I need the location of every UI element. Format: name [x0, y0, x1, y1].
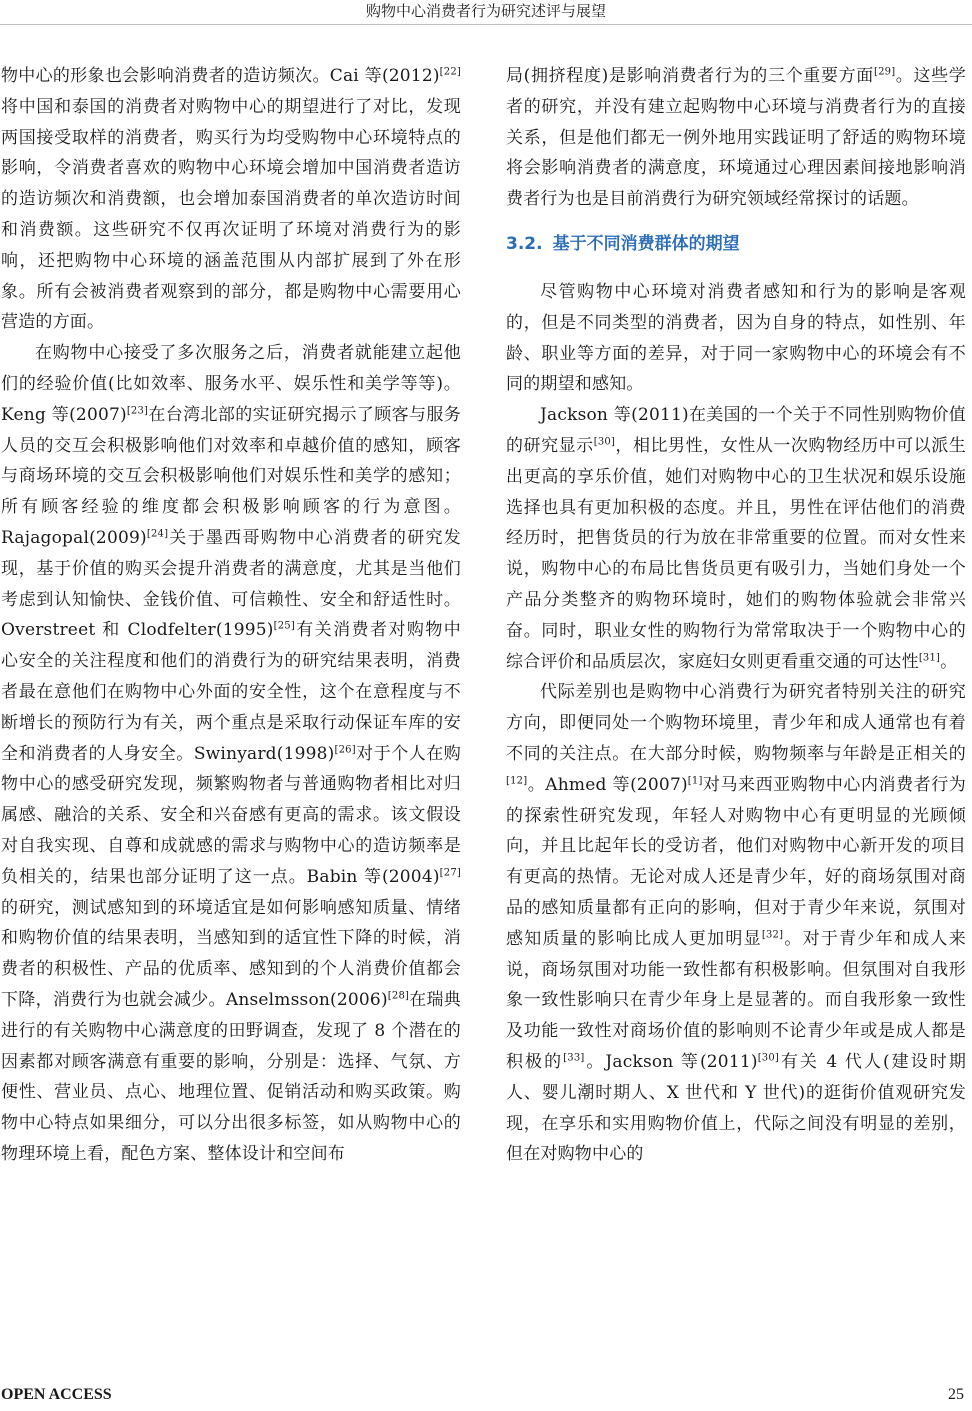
running-header: 购物中心消费者行为研究述评与展望 [365, 2, 606, 20]
text-run: 有关消费者对购物中心安全的关注程度和他们的消费行为的研究结果表明，消费者最在意他们在购物中心外面的安全性，这个在意程度与不断增长的预防行为有关，两个重点是采取行动保证车库的安全和消费者的人身安全。Swinyard(1998) [1, 620, 461, 764]
citation-ref: [32] [761, 929, 784, 941]
page-number: 25 [948, 1386, 964, 1403]
header-divider [0, 24, 972, 25]
text-run: 对马来西亚购物中心内消费者行为的探索性研究发现，年轻人对购物中心有更明显的光顾倾向，并且比起年长的受访者，他们对购物中心新开发的项目有更高的热情。无论对成人还是青少年，好的商场氛围对商品的感知质量都有正向的影响，但对于青少年来说，氛围对感知质量的影响比成人更加明显 [506, 774, 966, 949]
text-run: 。Jackson 等(2011) [584, 1051, 758, 1072]
section-title: 基于不同消费群体的期望 [552, 233, 740, 254]
text-run: 对于个人在购物中心的感受研究发现，频繁购物者与普通购物者相比对归属感、融洽的关系、安全和兴奋感有更高的需求。该文假设对自我实现、自尊和成就感的需求与购物中心的造访频率是负相关的，结果也部分证明了这一点。Babin 等(2004) [1, 743, 462, 887]
section-number: 3.2. [506, 233, 543, 254]
citation-ref: [23] [126, 405, 149, 417]
citation-ref: [24] [146, 528, 169, 540]
left-column [1, 61, 461, 1170]
text-run: Jackson 等(2011)在美国的一个关于不同性别购物价值的研究显示 [506, 405, 966, 456]
citation-ref: [29] [873, 66, 896, 78]
text-run: ，相比男性，女性从一次购物经历中可以派生出更高的享乐价值，她们对购物中心的卫生状况和娱乐设施选择也具有更加积极的态度。并且，男性在评估他们的消费经历时，把售货员的行为放在非常重要的位置。而对女性来说，购物中心的布局比售货员更有吸引力，当她们身处一个产品分类整齐的购物环境时，她们的购物体验就会非常兴奋。同时，职业女性的购物行为常常取决于一个购物中心的综合评价和品质层次，家庭妇女则更看重交通的可达性 [506, 435, 966, 672]
text-run: 局(拥挤程度)是影响消费者行为的三个重要方面 [506, 66, 874, 86]
citation-ref: [30] [757, 1052, 780, 1064]
citation-ref: [31] [918, 651, 941, 663]
citation-ref: [22] [439, 66, 461, 78]
citation-ref: [27] [439, 867, 461, 879]
text-run: 。 [940, 651, 958, 672]
citation-ref: [1] [687, 775, 703, 787]
citation-ref: [30] [593, 436, 616, 448]
citation-ref: [26] [334, 743, 356, 755]
text-run: 关于墨西哥购物中心消费者的研究发现，基于价值的购买会提升消费者的满意度，尤其是当他们考虑到认知愉快、金钱价值、可信赖性、安全和舒适性时。Overstreet 和 Clodfelter(1995) [1, 527, 461, 641]
paragraph-right-2 [506, 277, 966, 400]
text-run: 。Ahmed 等(2007) [527, 774, 688, 795]
text-run: 代际差别也是购物中心消费行为研究者特别关注的研究方向，即便同处一个购物环境里，青少年和成人通常也有着不同的关注点。在大部分时候，购物频率与年龄是正相关的 [506, 682, 966, 764]
paragraph-right-3 [506, 400, 966, 677]
text-run: 。对于青少年和成人来说，商场氛围对功能一致性都有积极影响。但氛围对自我形象一致性影响只在青少年身上是显著的。而自我形象一致性及功能一致性对商场价值的影响则不论青少年或是成人都是积极的 [506, 928, 966, 1072]
text-run: 将中国和泰国的消费者对购物中心的期望进行了对比，发现两国接受取样的消费者，购买行为均受购物中心环境特点的影响，令消费者喜欢的购物中心环境会增加中国消费者造访的造访频次和消费额，也会增加泰国消费者的单次造访时间和消费额。这些研究不仅再次证明了环境对消费行为的影响，还把购物中心环境的涵盖范围从内部扩展到了外在形象。所有会被消费者观察到的部分，都是购物中心需要用心营造的方面。 [1, 96, 461, 333]
text-run: 在台湾北部的实证研究揭示了顾客与服务人员的交互会积极影响他们对效率和卓越价值的感知，顾客与商场环境的交互会积极影响他们对娱乐性和美学的感知；所有顾客经验的维度都会积极影响顾客的行为意图。Rajagopal(2009) [1, 404, 461, 548]
right-column [506, 61, 966, 1170]
paragraph-right-4 [506, 677, 966, 1170]
paragraph-left-2 [1, 338, 461, 1170]
text-run: 尽管购物中心环境对消费者感知和行为的影响是客观的，但是不同类型的消费者，因为自身的特点，如性别、年龄、职业等方面的差异，对于同一家购物中心的环境会有不同的期望和感知。 [506, 281, 966, 395]
citation-ref: [25] [273, 620, 295, 632]
paragraph-right-1 [506, 61, 966, 215]
text-run: 在瑞典进行的有关购物中心满意度的田野调查，发现了 8 个潜在的因素都对顾客满意有重要的影响，分别是：选择、气氛、方便性、营业员、点心、地理位置、促销活动和购买政策。购物中心特点如果细分，可以分出很多标签，如从购物中心的物理环境上看，配色方案、整体设计和空间布 [1, 989, 461, 1164]
text-run: 。这些学者的研究，并没有建立起购物中心环境与消费者行为的直接关系，但是他们都无一例外地用实践证明了舒适的购物环境将会影响消费者的满意度，环境通过心理因素间接地影响消费者行为也是目前消费行为研究领域经常探讨的话题。 [506, 66, 966, 210]
text-run: 的研究，测试感知到的环境适宜是如何影响感知质量、情绪和购物价值的结果表明，当感知到的适宜性下降的时候，消费者的积极性、产品的优质率、感知到的个人消费价值都会下降，消费行为也就会减少。Anselmsson(2006) [1, 897, 461, 1010]
citation-ref: [12] [506, 775, 528, 787]
citation-ref: [28] [387, 990, 410, 1002]
paragraph-left-1 [1, 61, 461, 338]
text-run: 有关 4 代人(建设时期人、婴儿潮时期人、X 世代和 Y 世代)的逛街价值观研究发现，在享乐和实用购物价值上，代际之间没有明显的差别，但在对购物中心的 [506, 1051, 967, 1165]
text-run: 物中心的形象也会影响消费者的造访频次。Cai 等(2012) [1, 66, 440, 86]
text-run: 在购物中心接受了多次服务之后，消费者就能建立起他们的经验价值(比如效率、服务水平、娱乐性和美学等等)。Keng 等(2007) [1, 343, 461, 425]
citation-ref: [33] [563, 1052, 585, 1064]
section-heading [506, 231, 966, 257]
journal-footer: OPEN ACCESS [1, 1386, 112, 1403]
